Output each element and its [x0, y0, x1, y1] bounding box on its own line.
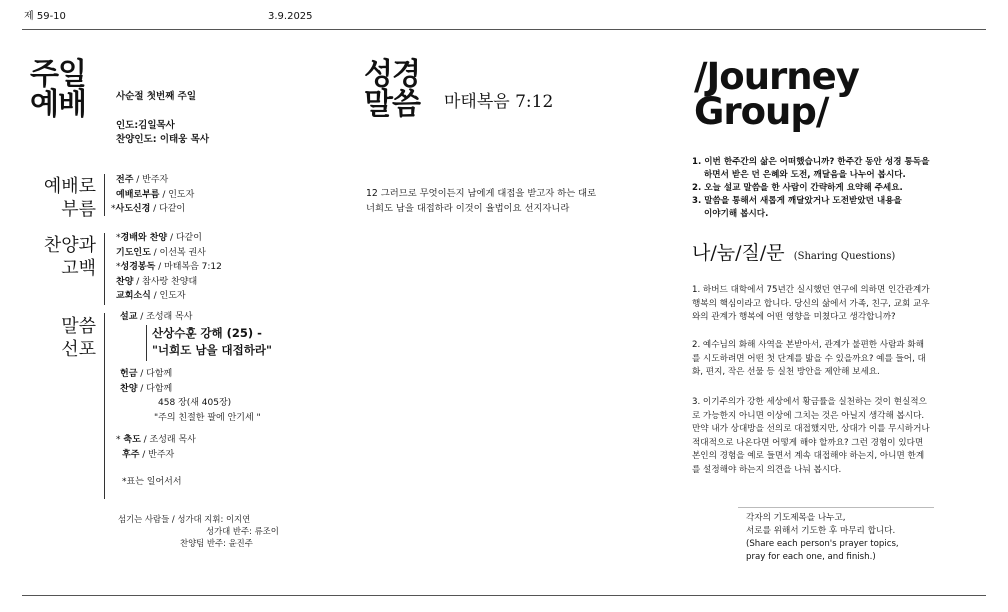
list-item: *경배와 찬양 / 다같이 — [116, 233, 202, 243]
issue-number: 제 59-10 — [24, 11, 66, 22]
worship-title-line2: 예배 — [30, 87, 86, 122]
sharing-header — [692, 238, 895, 265]
hymn-title: "주의 친절한 팔에 안기세 " — [154, 412, 261, 423]
hymn-line: 찬양 / 다함께 — [120, 383, 173, 394]
scripture-title-line1: 성경 — [364, 57, 420, 92]
sharing-subtitle: (Sharing Questions) — [793, 251, 896, 262]
service-subtitle: 사순절 첫번째 주일 — [116, 91, 197, 102]
sermon-title — [152, 325, 272, 359]
list-item: *사도신경 / 다같이 — [111, 204, 186, 214]
section-label-line: 고백 — [61, 258, 96, 279]
scripture-verse — [366, 186, 596, 216]
section-label-proclamation — [24, 315, 96, 361]
bulletin-date: 3.9.2025 — [268, 11, 313, 22]
section-label-line: 예배로 — [43, 176, 96, 197]
service-leader: 인도:김일목사 — [116, 120, 175, 131]
scripture-title-line2: 말씀 — [364, 87, 420, 122]
closing-block — [116, 433, 196, 462]
verse-line: 12 그러므로 무엇이든지 남에게 대접을 받고자 하는 대로 — [366, 188, 597, 199]
offering-hymn-block — [120, 367, 261, 425]
worship-title — [30, 57, 86, 122]
question-item: 3. 말씀을 통해서 새롭게 깨달았거나 도전받았던 내용을 이야기해 봅시다. — [692, 196, 902, 219]
section-label-call-to-worship — [24, 175, 96, 221]
bottom-divider — [22, 595, 986, 596]
section-divider-bar — [104, 174, 105, 216]
top-divider — [22, 29, 986, 30]
list-item: 기도인도 / 이선복 권사 — [116, 247, 206, 258]
journey-title-line1: /Journey — [694, 55, 859, 98]
closing-line: 서로를 위해서 기도한 후 마무리 합니다. — [746, 526, 896, 536]
server-entry: 성가대 지휘: 이지연 — [177, 514, 251, 524]
praise-confession-list — [116, 231, 222, 304]
closing-line: (Share each person's prayer topics, — [746, 539, 899, 549]
praise-leader: 찬양인도: 이태웅 목사 — [116, 134, 210, 145]
list-item: *성경봉독 / 마태복음 7:12 — [116, 262, 222, 272]
question-item: 2. 오늘 설교 말씀을 한 사람이 간략하게 요약해 주세요. — [692, 183, 903, 193]
list-item: 전주 / 반주자 — [116, 175, 169, 185]
journey-title-line2: Group/ — [694, 90, 829, 133]
sharing-question-1: 1. 하버드 대학에서 75년간 실시했던 연구에 의하면 인간관계가 행복의 핵심이라고 합니다. 당신의 삶에서 가족, 친구, 교회 교우 와의 관계가 행복에 어떤 영향을 미쳤다고 생각합니까? — [692, 285, 930, 322]
list-item: 예배로부름 / 인도자 — [116, 189, 195, 200]
sermon-title-line2: "너희도 남을 대접하라" — [152, 343, 272, 357]
journey-questions — [692, 156, 992, 221]
sermon-title-line1: 산상수훈 강해 (25) - — [152, 326, 262, 340]
closing-line: pray for each one, and finish.) — [746, 552, 876, 562]
closing-line: 각자의 기도제목을 나누고, — [746, 513, 846, 523]
scripture-title — [364, 57, 420, 122]
journey-group-title — [694, 55, 859, 133]
offering-line: 헌금 / 다함께 — [120, 369, 173, 379]
sharing-question-2: 2. 예수님의 화해 사역을 본받아서, 관계가 불편한 사람과 화해 를 시도하려면 어떤 첫 단계를 밟을 수 있을까요? 예를 들어, 대 화, 편지, 작은 선물 등 실천 방안을 제안해 보세요. — [692, 340, 926, 377]
sermon-line: 설교 / 조성래 목사 — [120, 312, 193, 322]
list-item: 교회소식 / 인도자 — [116, 291, 186, 301]
server-entry: 찬양팀 반주: 윤진주 — [180, 538, 253, 548]
sermon-title-bar — [146, 325, 147, 361]
section-divider-bar — [104, 313, 105, 499]
verse-line: 너희도 남을 대접하라 이것이 율법이요 선지자니라 — [366, 203, 570, 214]
section-label-praise-confession — [24, 234, 96, 280]
benediction-line: * 축도 / 조성래 목사 — [116, 435, 196, 445]
section-label-line: 선포 — [61, 339, 96, 360]
sharing-title: 나/눔/질/문 — [692, 242, 785, 264]
section-label-line: 말씀 — [61, 316, 96, 337]
servers-line — [118, 513, 279, 525]
servers-block — [118, 513, 279, 549]
section-divider-bar — [104, 233, 105, 305]
servers-label: 섬기는 사람들 / — [118, 514, 175, 524]
sharing-question-3: 3. 이기주의가 강한 세상에서 황금률을 실천하는 것이 현실적으 로 가능한지 아니면 이상에 그치는 것은 아닐지 생각해 봅시다. 만약 내가 상대방을 선의로 대접했지만, 상대가 이를 무시하거나 적대적으로 나온다면 어떻게 해야 할까요? 그런 경험이 있다면 본인의 경험을 예로 들면서 계속 대접해야 하는지, 아니면 한계 를 설정해야 하는지 의견을 나눠 봅시다. — [692, 397, 930, 475]
list-item: 찬양 / 참사랑 찬양대 — [116, 276, 198, 287]
closing-instructions — [746, 512, 899, 564]
worship-title-line1: 주일 — [30, 57, 86, 92]
standing-note: *표는 일어서서 — [122, 477, 182, 487]
scripture-reference: 마태복음 7:12 — [444, 92, 554, 112]
section-label-line: 찬양과 — [43, 235, 96, 256]
question-item: 1. 이번 한주간의 삶은 어떠했습니까? 한주간 동안 성경 통독을 하면서 받은 던 은혜와 도전, 깨달음을 나누어 봅시다. — [692, 157, 930, 180]
closing-divider — [738, 507, 934, 508]
section-label-line: 부름 — [61, 199, 96, 220]
hymn-number: 458 장(새 405장) — [158, 398, 232, 408]
server-entry: 성가대 반주: 류조이 — [206, 526, 279, 536]
call-to-worship-list — [111, 173, 195, 217]
postlude-line: 후주 / 반주자 — [122, 449, 175, 460]
